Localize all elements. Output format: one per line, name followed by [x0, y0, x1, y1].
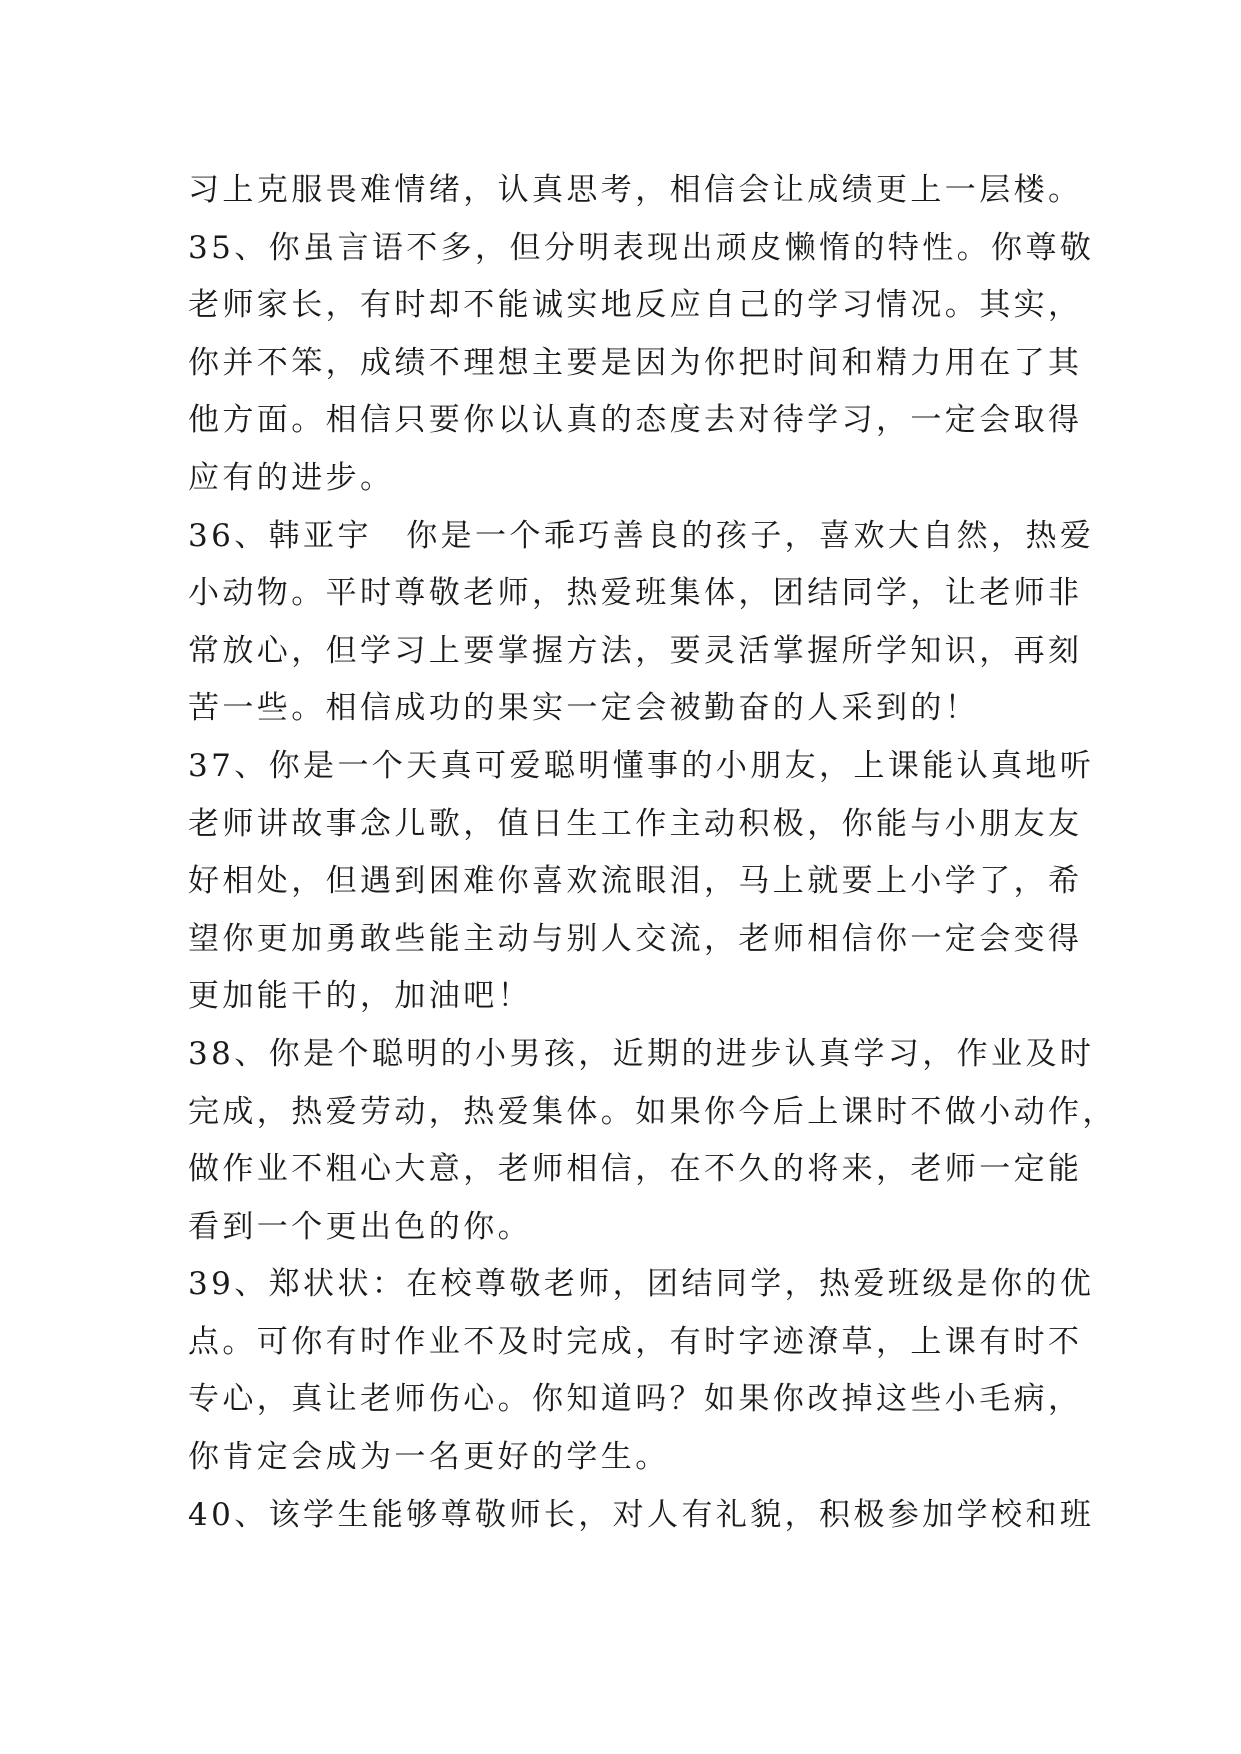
- text-line: 36、韩亚宇 你是一个乖巧善良的孩子，喜欢大自然，热爱: [188, 517, 1095, 554]
- text-line: 他方面。相信只要你以认真的态度去对待学习，一定会取得: [188, 402, 1083, 439]
- text-line: 常放心，但学习上要掌握方法，要灵活掌握所学知识，再刻: [188, 632, 1083, 669]
- text-line: 38、你是个聪明的小男孩，近期的进步认真学习，作业及时: [188, 1035, 1095, 1072]
- text-line: 应有的进步。: [188, 459, 395, 496]
- text-line: 老师家长，有时却不能诚实地反应自己的学习情况。其实，: [188, 287, 1083, 324]
- text-line: 35、你虽言语不多，但分明表现出顽皮懒惰的特性。你尊敬: [188, 229, 1095, 266]
- text-line: 望你更加勇敢些能主动与别人交流，老师相信你一定会变得: [188, 920, 1083, 957]
- text-line: 专心，真让老师伤心。你知道吗？如果你改掉这些小毛病，: [188, 1381, 1083, 1418]
- document-body: [188, 162, 1117, 1544]
- text-line: 37、你是一个天真可爱聪明懂事的小朋友，上课能认真地听: [188, 747, 1095, 784]
- text-line: 点。可你有时作业不及时完成，有时字迹潦草，上课有时不: [188, 1323, 1083, 1360]
- text-line: 更加能干的，加油吧！: [188, 978, 532, 1015]
- text-line: 小动物。平时尊敬老师，热爱班集体，团结同学，让老师非: [188, 575, 1083, 612]
- text-line: 你肯定会成为一名更好的学生。: [188, 1439, 670, 1476]
- text-line: 39、郑状状：在校尊敬老师，团结同学，热爱班级是你的优: [188, 1266, 1095, 1303]
- text-line: 老师讲故事念儿歌，值日生工作主动积极，你能与小朋友友: [188, 805, 1083, 842]
- text-line: 好相处，但遇到困难你喜欢流眼泪，马上就要上小学了，希: [188, 863, 1083, 900]
- text-line: 完成，热爱劳动，热爱集体。如果你今后上课时不做小动作，: [188, 1093, 1117, 1130]
- text-line: 苦一些。相信成功的果实一定会被勤奋的人采到的！: [188, 690, 980, 727]
- text-line: 你并不笨，成绩不理想主要是因为你把时间和精力用在了其: [188, 344, 1083, 381]
- text-line: 看到一个更出色的你。: [188, 1208, 532, 1245]
- text-line: 做作业不粗心大意，老师相信，在不久的将来，老师一定能: [188, 1151, 1083, 1188]
- text-line: 40、该学生能够尊敬师长，对人有礼貌，积极参加学校和班: [188, 1496, 1095, 1533]
- text-line: 习上克服畏难情绪，认真思考，相信会让成绩更上一层楼。: [188, 172, 1083, 208]
